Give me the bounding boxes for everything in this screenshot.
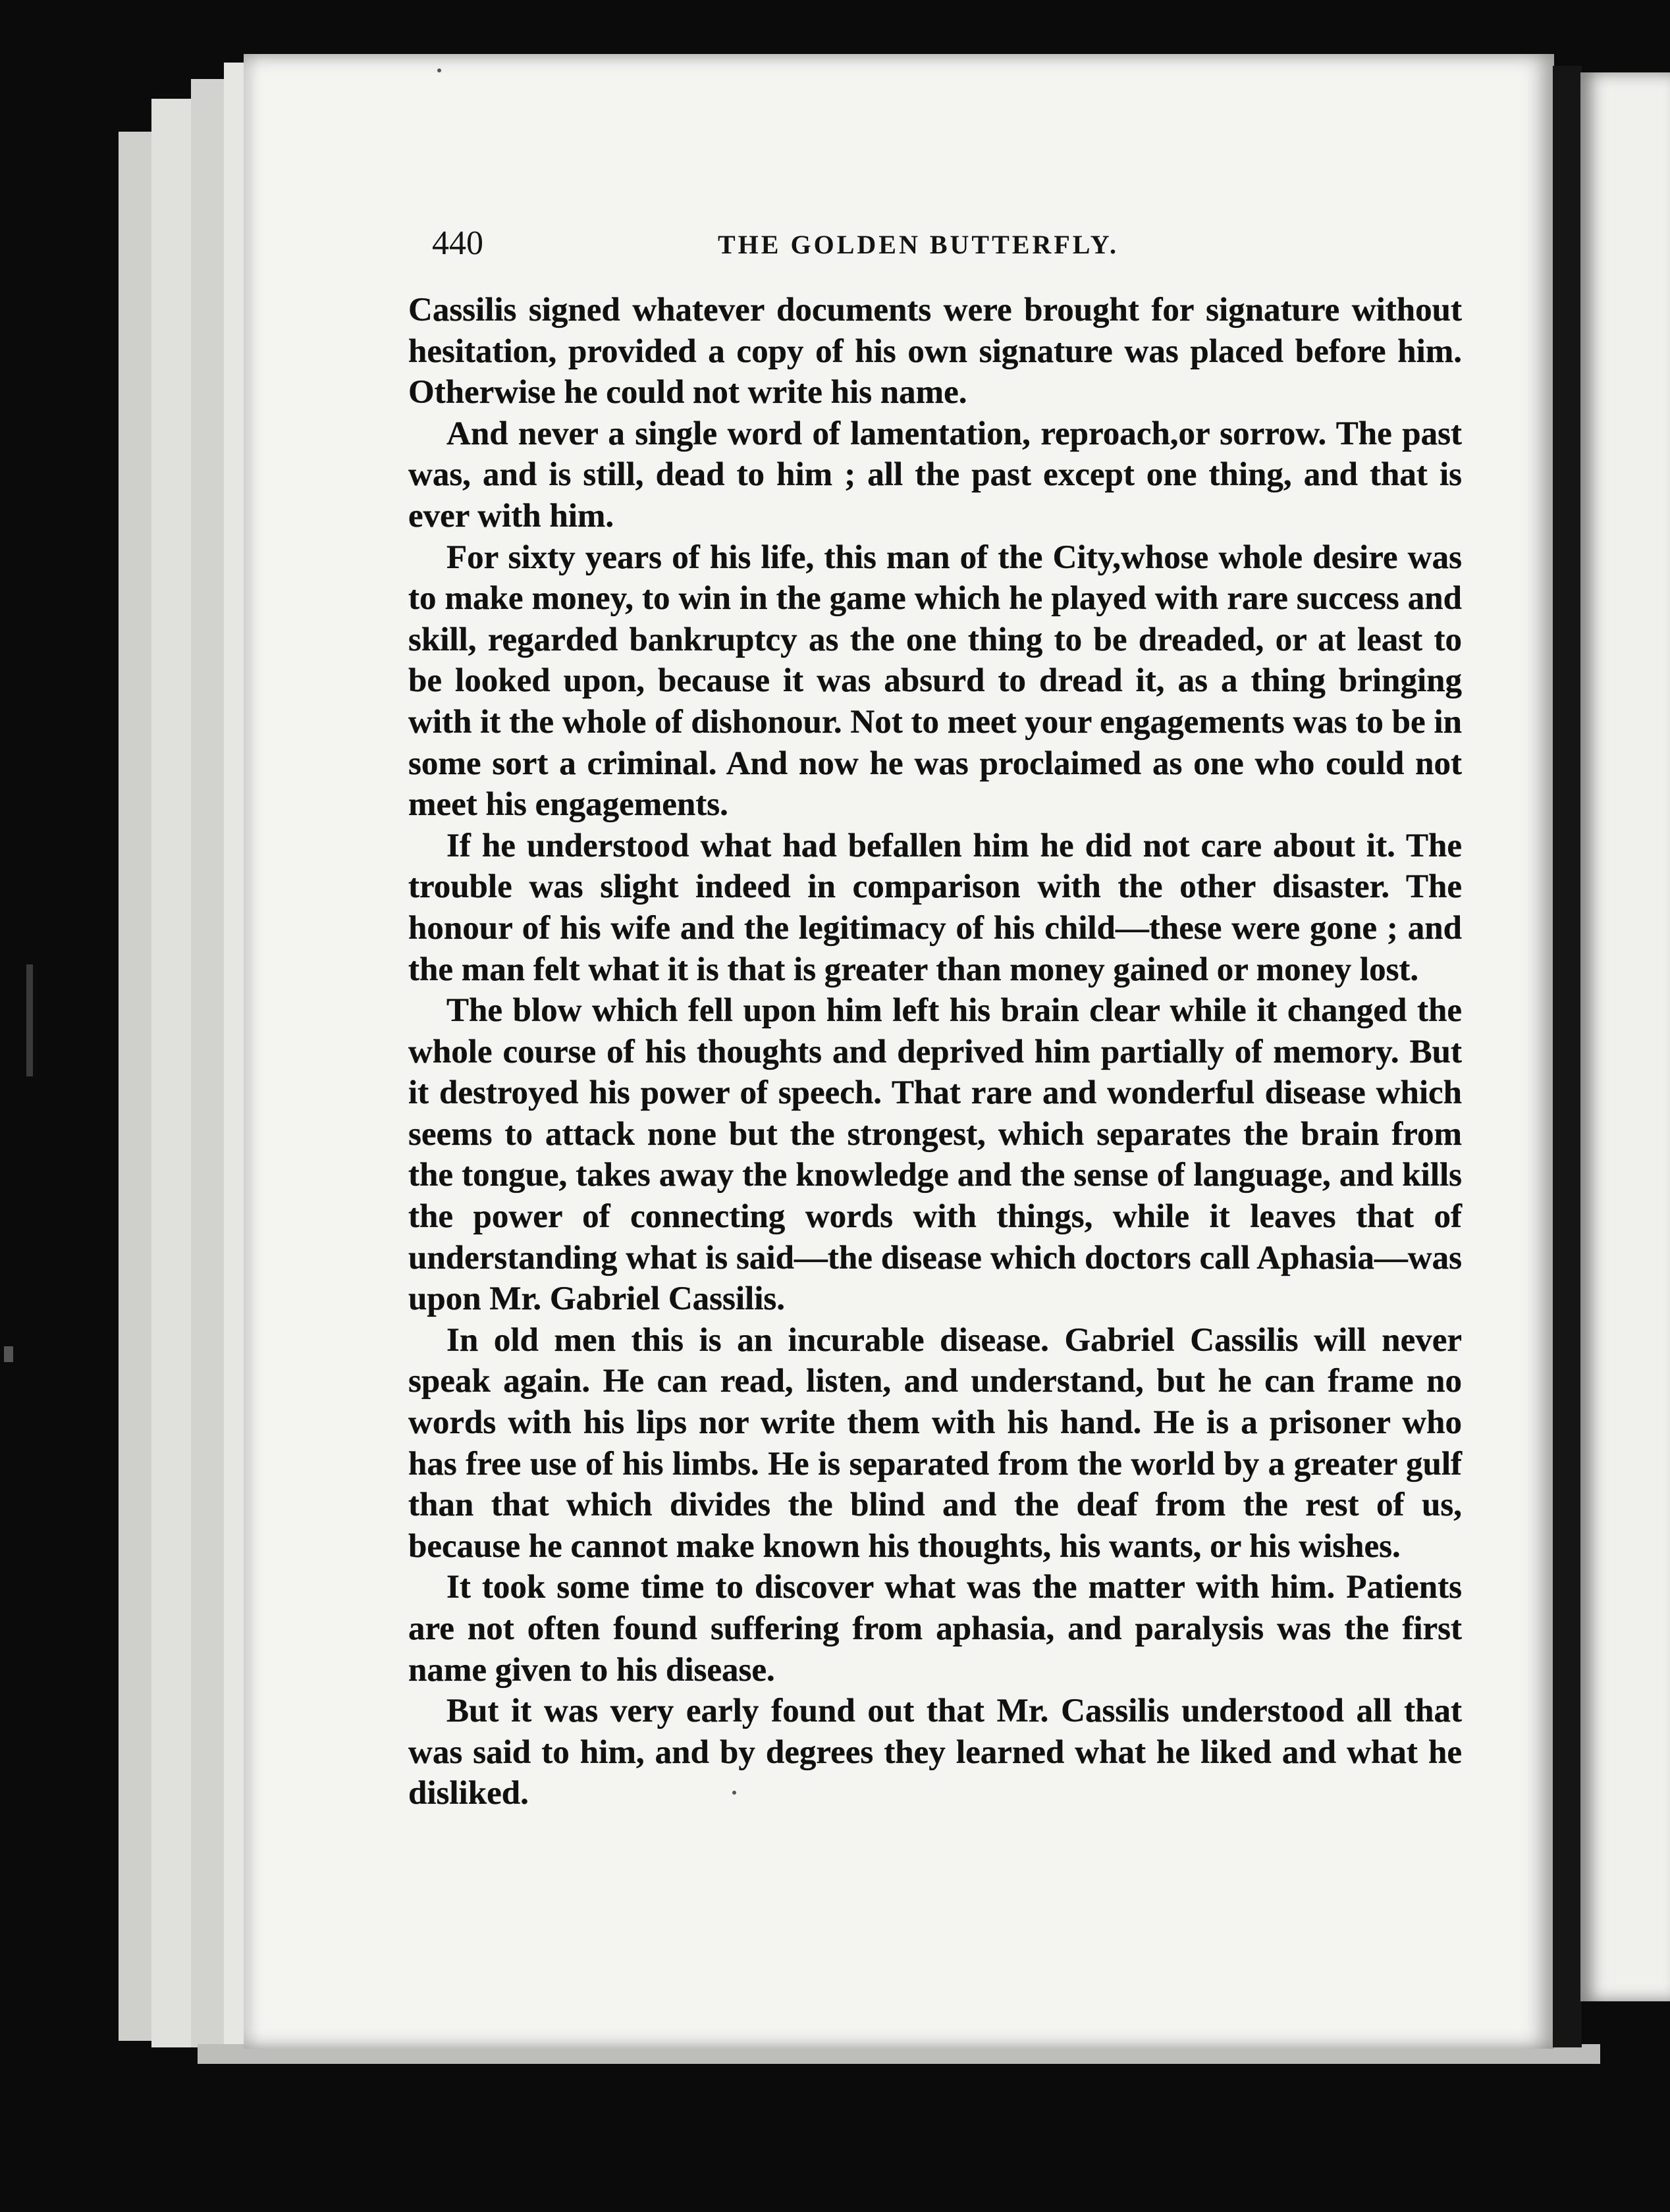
- speck-mark: [437, 68, 441, 72]
- paragraph: If he understood what had befallen him he did not care about it. The trouble was slight indeed in comparison with the other disaster. The honour of his wife and the legitimacy of his child—these were gone ; and the man felt what it is that is greater than money gained or money lost.: [408, 827, 1462, 988]
- paragraph: But it was very early found out that Mr. Cassilis understood all that was said to him, and by degrees they learned what he liked and what he disliked.: [408, 1693, 1462, 1812]
- paragraph: For sixty years of his life, this man of the City,whose whole desire was to make money, to win in the game which he played with rare success and skill, regarded bankruptcy as the one thing to be dreaded, or at least to be looked upon, because it was absurd to dread it, as a thing bringing with it the whole of dishonour. Not to meet your engagements was to be in some sort a criminal. And now he was proclaimed as one who could not meet his engagements.: [408, 539, 1462, 824]
- paragraph: Cassilis signed whatever documents were brought for signature without hesitation, provided a copy of his own signature was placed before him. Otherwise he could not write his name.: [408, 292, 1462, 411]
- page-text-block: [408, 224, 1462, 1814]
- paragraph: In old men this is an incurable disease. Gabriel Cassilis will never speak again. He can read, listen, and understand, but he can frame no words with his lips nor write them with his hand. He is a prisoner who has free use of his limbs. He is separated from the world by a greater gulf than that which divides the blind and the deaf from the rest of us, because he cannot make known his thoughts, his wants, or his wishes.: [408, 1321, 1462, 1565]
- running-title: THE GOLDEN BUTTERFLY.: [718, 230, 1119, 259]
- paragraph: And never a single word of lamentation, reproach,or sorrow. The past was, and is still, dead to him ; all the past except one thing, and that is ever with him.: [408, 415, 1462, 535]
- scan-edge-mark: [4, 1346, 13, 1362]
- opposite-page-edge: [1580, 72, 1670, 2001]
- page-header: [408, 224, 1462, 263]
- book-gutter: [1553, 66, 1582, 2047]
- paragraph: The blow which fell upon him left his brain clear while it changed the whole course of his thoughts and deprived him partially of memory. But it destroyed his power of speech. That rare and wonderful disease which seems to attack none but the strongest, which separates the brain from the tongue, takes away the knowledge and the sense of language, and kills the power of connecting words with things, while it leaves that of understanding what is said—the disease which doctors call Aphasia—was upon Mr. Gabriel Cassilis.: [408, 992, 1462, 1318]
- paragraph: It took some time to discover what was the matter with him. Patients are not often found suffering from aphasia, and paralysis was the first name given to his disease.: [408, 1569, 1462, 1689]
- page-number: 440: [432, 224, 483, 262]
- scan-edge-mark: [26, 964, 33, 1076]
